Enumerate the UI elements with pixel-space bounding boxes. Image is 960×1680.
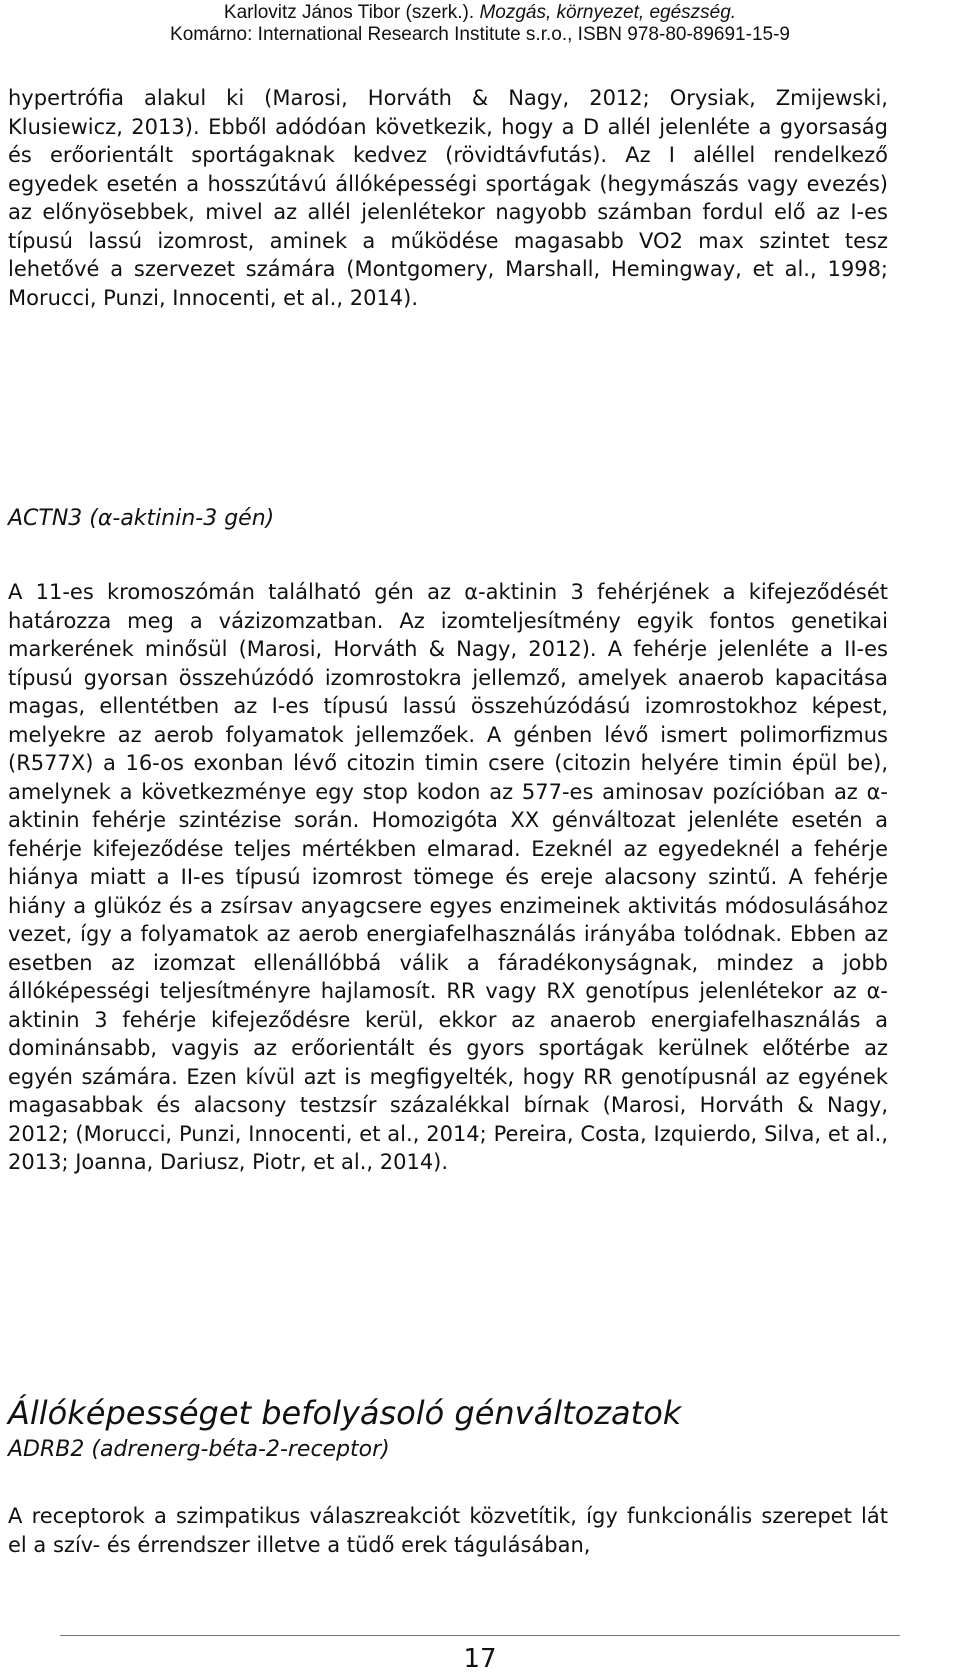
header-publisher-line: Komárno: International Research Institute s.r.o., ISBN 978-80-89691-15-9 xyxy=(170,24,790,45)
subheading-actn3: ACTN3 (α-aktinin-3 gén) xyxy=(8,506,275,531)
paragraph-actn3: A 11-es kromoszómán található gén az α-aktinin 3 fehérjének a kifejeződését határozza meg a vázizomzatban. Az izomteljesítmény egyik fontos genetikai markerének minősül (Marosi, Horváth & Nagy, 2012). A fehérje jelenléte a II-es típusú gyorsan összehúzódó izomrostokra jellemző, amelyek anaerob kapacitása magas, ellentétben az I-es típusú lassú összehúzódású izomrostokhoz képest, melyekre az aerob folyamatok jellemzőek. A génben lévő ismert polimorfizmus (R577X) a 16-os exonban lévő citozin timin csere (citozin helyére timin épül be), amelynek a következménye egy stop kodon az 577-es aminosav pozícióban az α-aktinin fehérje szintézise során. Homozigóta XX génváltozat jelenléte esetén a fehérje kifejeződése teljes mértékben elmarad. Ezeknél az egyedeknél a fehérje hiánya miatt a II-es típusú izomrost tömege és ereje alacsony szintű. A fehérje hiány a glükóz és a zsírsav anyagcsere egyes enzimeinek aktivitás módosulásához vezet, így a folyamatok az aerob energiafelhasználás irányába tolódnak. Ebben az esetben az izomzat ellenállóbbá válik a fáradékonyságnak, mindez a jobb állóképességi teljesítményre hajlamosít. RR vagy RX genotípus jelenlétekor az α-aktinin 3 fehérje kifejeződésre kerül, ekkor az anaerob energiafelhasználás a dominánsabb, vagyis az erőorientált és gyors sportágak kerülnek előtérbe az egyén számára. Ezen kívül azt is megfigyelték, hogy RR genotípusnál az egyének magasabbak és alacsony testzsír százalékkal bírnak (Marosi, Horváth & Nagy, 2012; (Morucci, Punzi, Innocenti, et al., 2014; Pereira, Costa, Izquierdo, Silva, et al., 2013; Joanna, Dariusz, Piotr, et al., 2014). xyxy=(8,580,888,1174)
footer-divider xyxy=(60,1635,900,1636)
subheading-adrb2: ADRB2 (adrenerg-béta-2-receptor) xyxy=(8,1437,390,1462)
paragraph-adrb2: A receptorok a szimpatikus válaszreakciót közvetítik, így funkcionális szerepet lát el a szív- és érrendszer illetve a tüdő erek tágulásában, xyxy=(8,1504,888,1557)
page-header xyxy=(0,0,960,46)
section-heading: Állóképességet befolyásoló génváltozatok xyxy=(8,1394,682,1432)
header-book-title: Mozgás, környezet, egészség. xyxy=(479,2,737,23)
header-citation-line xyxy=(0,2,960,24)
page-number: 17 xyxy=(463,1644,497,1674)
header-editor-text: Karlovitz János Tibor (szerk.). xyxy=(223,2,480,23)
paragraph-intro-continuation: hypertrófia alakul ki (Marosi, Horváth & Nagy, 2012; Orysiak, Zmijewski, Klusiewicz, 2013). Ebből adódóan következik, hogy a D allél jelenléte a gyorsaság és erőorientált sportágaknak kedvez (rövidtávfutás). Az I aléllel rendelkező egyedek esetén a hosszútávú állóképességi sportágak (hegymászás vagy evezés) az előnyösebbek, mivel az allél jelenlétekor nagyobb számban fordul elő az I-es típusú lassú izomrost, aminek a működése magasabb VO2 max szintet tesz lehetővé a szervezet számára (Montgomery, Marshall, Hemingway, et al., 1998; Morucci, Punzi, Innocenti, et al., 2014). xyxy=(8,86,888,310)
